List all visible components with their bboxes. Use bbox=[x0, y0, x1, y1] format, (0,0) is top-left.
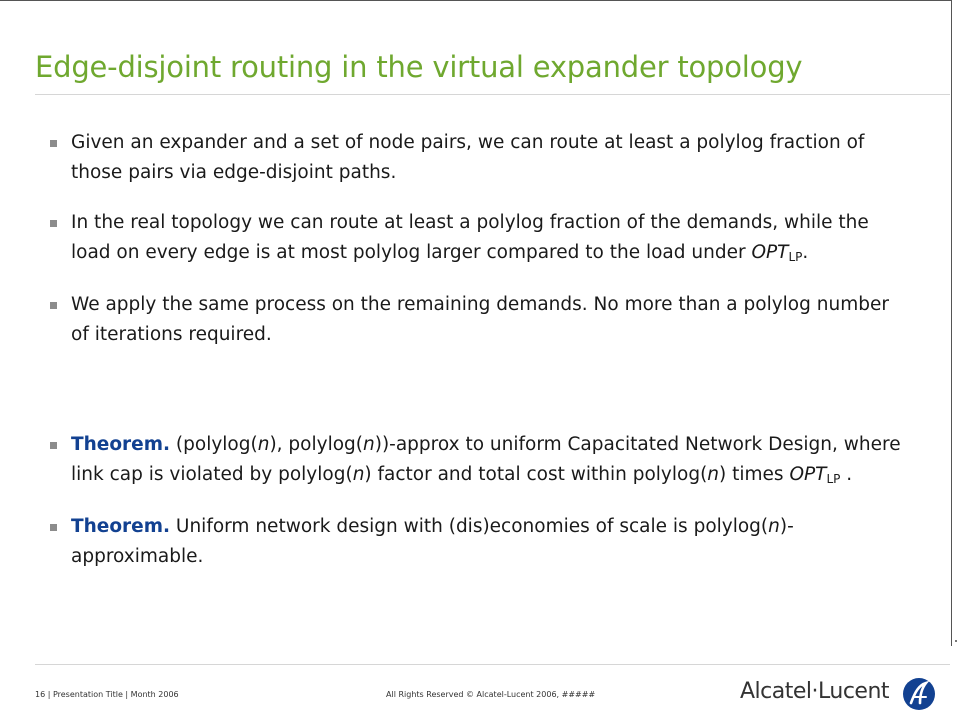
bullet-list bbox=[48, 128, 908, 572]
theorem-keyword: Theorem. bbox=[71, 516, 171, 537]
bullet-marker bbox=[50, 302, 57, 309]
bullet-item bbox=[48, 128, 908, 188]
bullet-text-end: . bbox=[802, 242, 809, 263]
slide-title: Edge-disjoint routing in the virtual expander topology bbox=[35, 50, 803, 84]
footer-slide-info: 16 | Presentation Title | Month 2006 bbox=[35, 690, 179, 699]
opt-symbol: OPT bbox=[751, 242, 789, 263]
frame-mark bbox=[955, 640, 957, 642]
opt-subscript: LP bbox=[826, 472, 841, 486]
bullet-marker bbox=[50, 524, 57, 531]
opt-symbol: OPT bbox=[789, 464, 827, 485]
alcatel-lucent-logo-icon bbox=[902, 677, 936, 711]
theorem-item bbox=[48, 512, 908, 572]
bullet-item bbox=[48, 290, 908, 350]
bullet-text: Given an expander and a set of node pairs, we can route at least a polylog fraction of those pairs via edge-disjoint paths. bbox=[71, 132, 865, 183]
var-n: n bbox=[363, 434, 375, 455]
theorem-text: ) times bbox=[719, 464, 790, 485]
var-n: n bbox=[257, 434, 270, 455]
theorem-text: )-approximable. bbox=[71, 516, 794, 567]
slide-frame-top bbox=[0, 0, 952, 1]
theorem-keyword: Theorem. bbox=[71, 434, 171, 455]
slide-frame-right bbox=[951, 0, 952, 646]
bullet-marker bbox=[50, 442, 57, 449]
title-divider bbox=[35, 94, 950, 95]
theorem-text: (polylog( bbox=[170, 434, 258, 455]
company-logo-text: Alcatel·Lucent bbox=[740, 679, 890, 704]
bullet-item bbox=[48, 208, 908, 272]
var-n: n bbox=[768, 516, 780, 537]
bullet-text: In the real topology we can route at least a polylog fraction of the demands, while the load on every edge is at most polylog larger compared to the load under bbox=[71, 212, 869, 263]
var-n: n bbox=[707, 464, 720, 485]
bullet-text: We apply the same process on the remaining demands. No more than a polylog number of iterations required. bbox=[71, 294, 889, 345]
theorem-text: ) factor and total cost within polylog( bbox=[364, 464, 708, 485]
footer-divider bbox=[35, 664, 950, 665]
theorem-item bbox=[48, 430, 908, 494]
bullet-marker bbox=[50, 220, 57, 227]
theorem-text: ))-approx to uniform Capacitated Network Design, where link cap is violated by polylog( bbox=[71, 434, 901, 485]
opt-subscript: LP bbox=[788, 250, 803, 264]
theorem-text: ), polylog( bbox=[269, 434, 363, 455]
theorem-text: Uniform network design with (dis)economies of scale is polylog( bbox=[170, 516, 769, 537]
bullet-marker bbox=[50, 140, 57, 147]
var-n: n bbox=[352, 464, 365, 485]
theorem-text-end: . bbox=[840, 464, 853, 485]
footer-copyright: All Rights Reserved © Alcatel-Lucent 2006, ##### bbox=[386, 690, 596, 699]
